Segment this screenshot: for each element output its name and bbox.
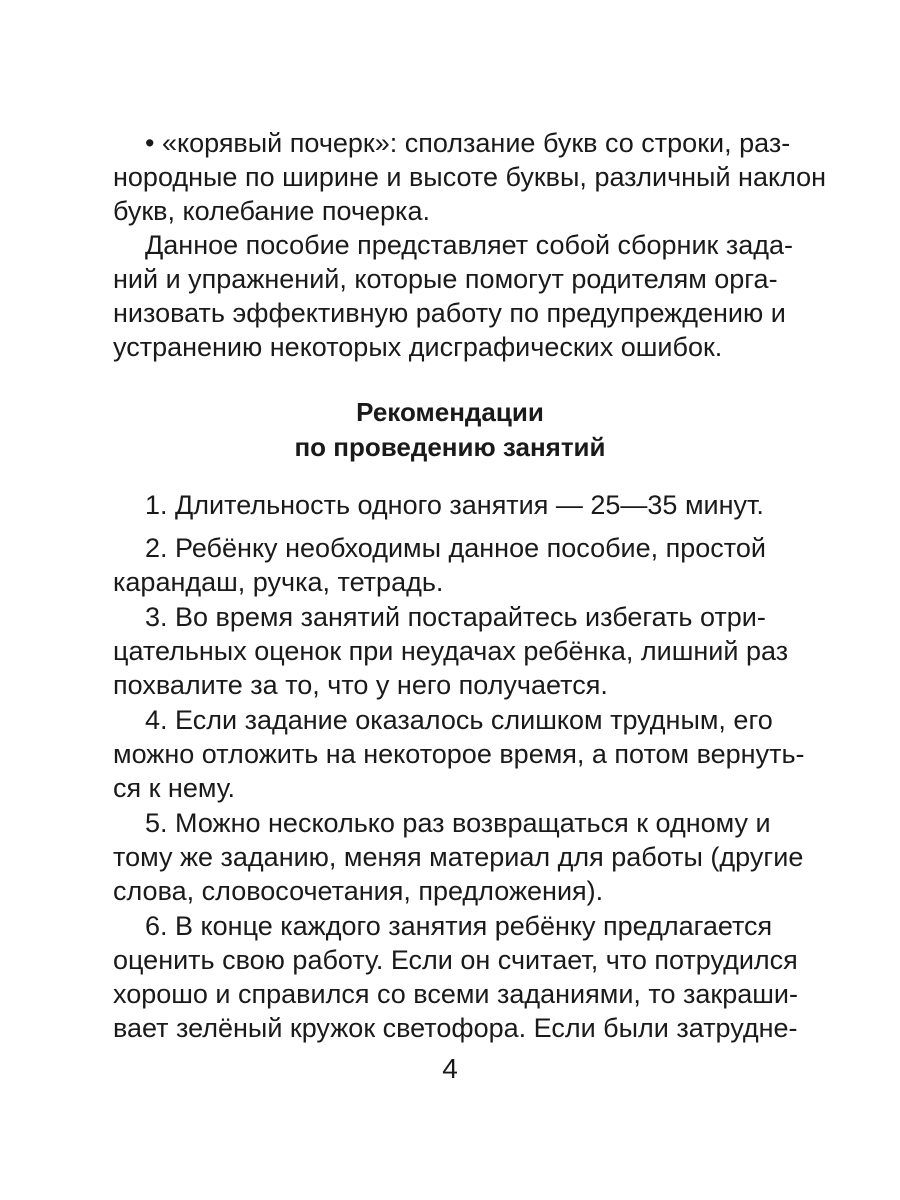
summary-line-4: устранению некоторых дисграфических ошибок. bbox=[113, 332, 723, 362]
page-number: 4 bbox=[442, 1053, 458, 1084]
item-3-line-1: 3. Во время занятий постарайтесь избегать отри- bbox=[145, 602, 766, 632]
item-6-line-2: оценить свою работу. Если он считает, что потрудился bbox=[113, 945, 798, 975]
item-5-line-2: тому же заданию, меняя материал для работы (другие bbox=[113, 842, 804, 872]
intro-line-3: букв, колебание почерка. bbox=[113, 196, 430, 226]
item-3-line-3: похвалите за то, что у него получается. bbox=[113, 670, 608, 700]
section-heading-line-1: Рекомендации bbox=[356, 397, 544, 427]
item-3-line-2: цательных оценок при неудачах ребёнка, лишний раз bbox=[113, 636, 789, 666]
item-2-line-2: карандаш, ручка, тетрадь. bbox=[113, 567, 444, 597]
item-2-line-1: 2. Ребёнку необходимы данное пособие, простой bbox=[145, 533, 766, 563]
item-4-line-1: 4. Если задание оказалось слишком трудным, его bbox=[145, 705, 773, 735]
section-heading-line-2: по проведению занятий bbox=[294, 432, 606, 462]
item-6-line-4: вает зелёный кружок светофора. Если были затрудне- bbox=[113, 1013, 798, 1043]
item-5-line-3: слова, словосочетания, предложения). bbox=[113, 876, 604, 906]
item-1-line-1: 1. Длительность одного занятия — 25—35 минут. bbox=[145, 490, 764, 520]
item-6-line-1: 6. В конце каждого занятия ребёнку предлагается bbox=[145, 911, 773, 941]
item-4-line-2: можно отложить на некоторое время, а потом вернуть- bbox=[113, 739, 805, 769]
item-5-line-1: 5. Можно несколько раз возвращаться к одному и bbox=[145, 808, 771, 838]
item-6-line-3: хорошо и справился со всеми заданиями, то закраши- bbox=[113, 979, 798, 1009]
summary-line-2: ний и упражнений, которые помогут родителям орга- bbox=[113, 264, 778, 294]
intro-line-2: нородные по ширине и высоте буквы, различный наклон bbox=[113, 162, 827, 192]
intro-line-1: • «корявый почерк»: сползание букв со строки, раз- bbox=[145, 128, 791, 158]
summary-line-1: Данное пособие представляет собой сборник зада- bbox=[145, 230, 793, 260]
summary-line-3: низовать эффективную работу по предупреждению и bbox=[113, 298, 786, 328]
item-4-line-3: ся к нему. bbox=[113, 773, 236, 803]
